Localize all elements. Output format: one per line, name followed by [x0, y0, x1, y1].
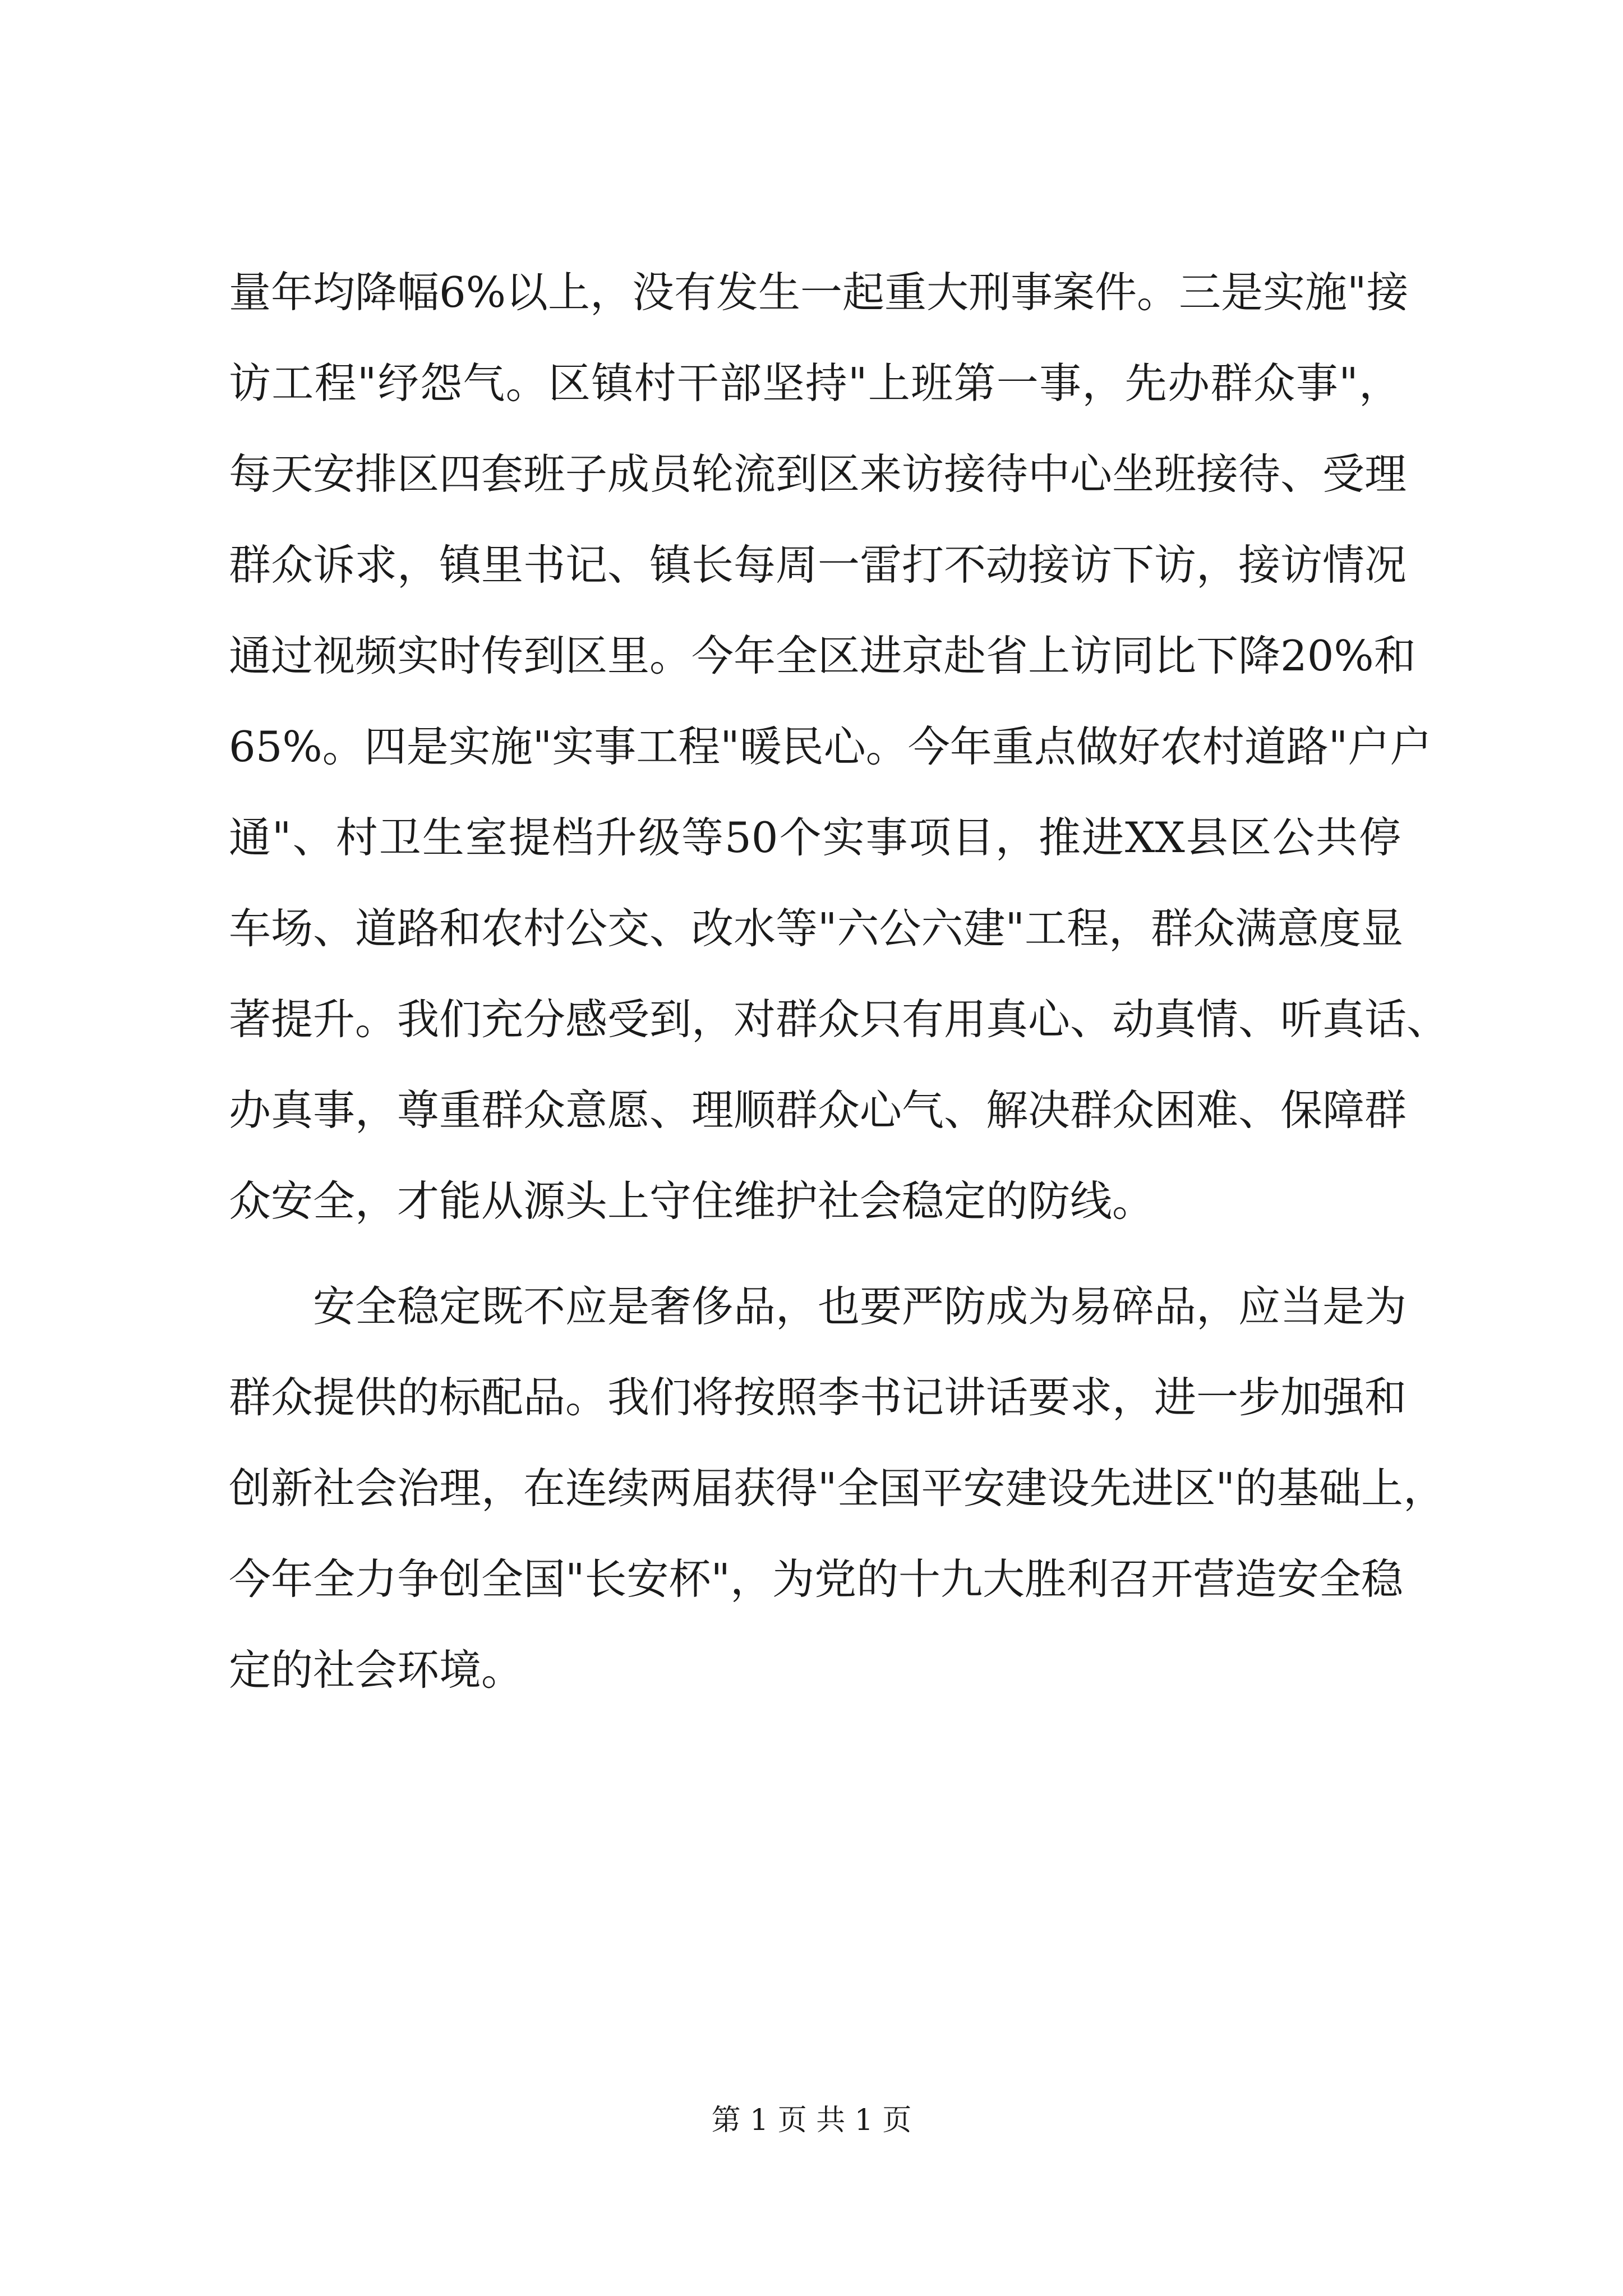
paragraph-2 — [229, 1261, 1445, 1715]
document-body — [229, 247, 1449, 1715]
text-line: 创新社会治理，在连续两届获得"全国平安建设先进区"的基础上， — [229, 1464, 1445, 1513]
text-line: 车场、道路和农村公交、改水等"六公六建"工程，群众满意度显 — [229, 904, 1403, 953]
text-line: 办真事，尊重群众意愿、理顺群众心气、解决群众困难、保障群 — [229, 1085, 1407, 1135]
page-footer — [0, 2098, 1623, 2143]
text-line: 今年全力争创全国"长安杯"，为党的十九大胜利召开营造安全稳 — [229, 1554, 1403, 1604]
paragraph-1 — [229, 247, 1449, 1246]
text-line: 65%。四是实施"实事工程"暖民心。今年重点做好农村道路"户户 — [229, 722, 1432, 771]
text-line: 定的社会环境。 — [229, 1645, 524, 1695]
page-number-label: 第 1 页 共 1 页 — [711, 2104, 912, 2137]
text-line: 众安全，才能从源头上守住维护社会稳定的防线。 — [229, 1176, 1155, 1226]
paragraph-spacer — [229, 1246, 1401, 1261]
text-line: 访工程"纾怨气。区镇村干部坚持"上班第一事，先办群众事"， — [229, 358, 1401, 408]
text-line: 群众诉求，镇里书记、镇长每周一雷打不动接访下访，接访情况 — [229, 540, 1407, 590]
text-line: 通"、村卫生室提档升级等50个实事项目，推进XX县区公共停 — [229, 813, 1401, 862]
text-line: 安全稳定既不应是奢侈品，也要严防成为易碎品，应当是为 — [313, 1282, 1407, 1331]
text-line: 通过视频实时传到区里。今年全区进京赴省上访同比下降20%和 — [229, 631, 1416, 680]
text-line: 著提升。我们充分感受到，对群众只有用真心、动真情、听真话、 — [229, 995, 1449, 1044]
text-line: 量年均降幅6%以上，没有发生一起重大刑事案件。三是实施"接 — [229, 268, 1409, 317]
text-line: 每天安排区四套班子成员轮流到区来访接待中心坐班接待、受理 — [229, 449, 1407, 499]
text-line: 群众提供的标配品。我们将按照李书记讲话要求，进一步加强和 — [229, 1373, 1407, 1422]
